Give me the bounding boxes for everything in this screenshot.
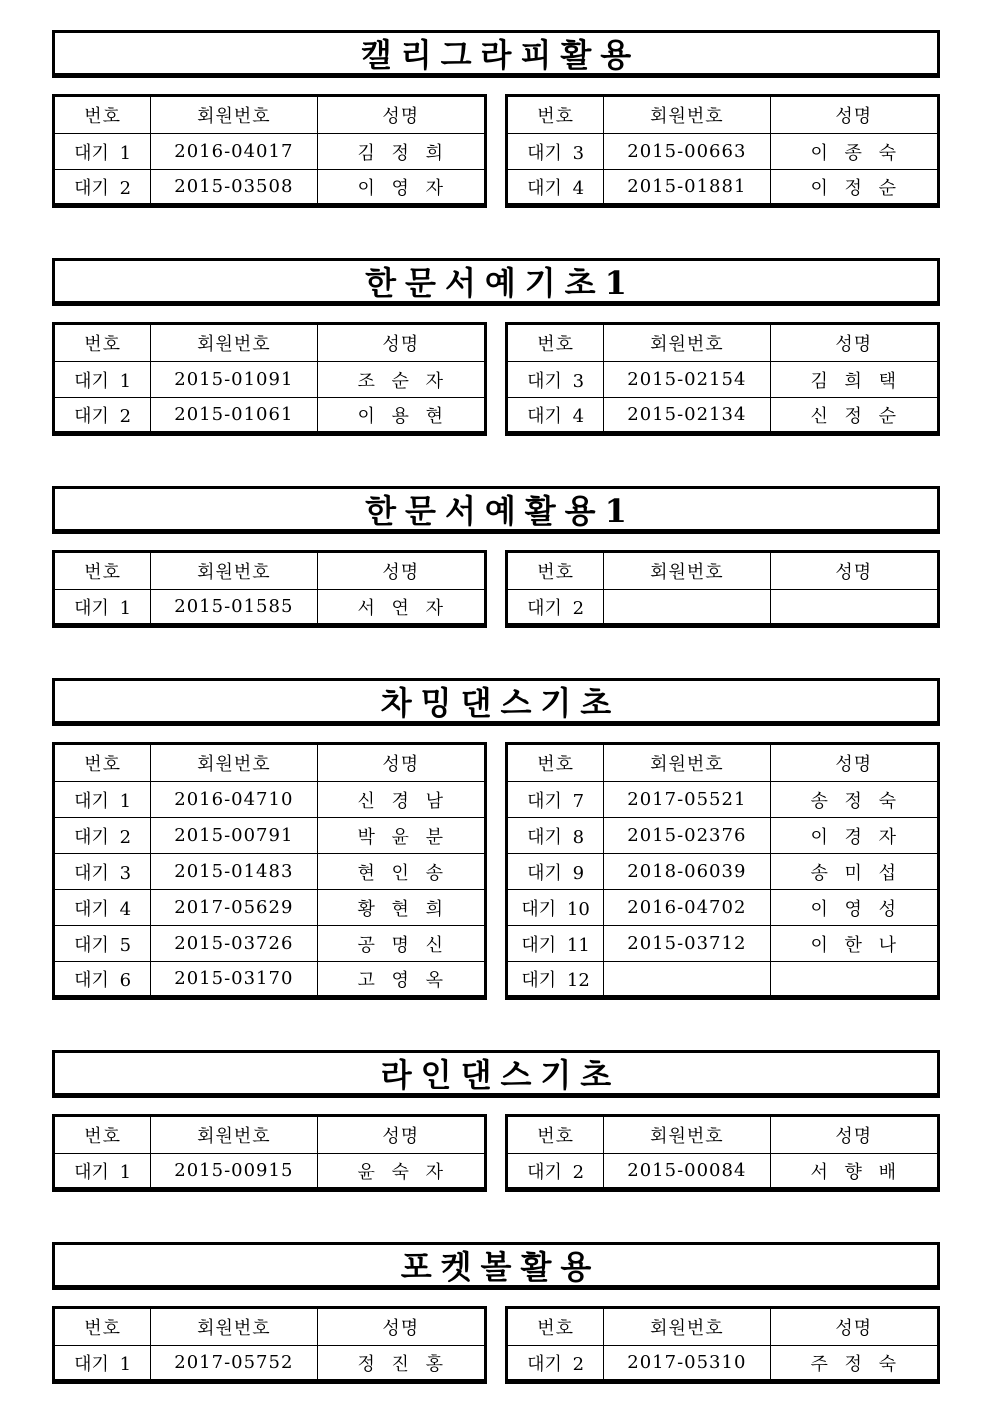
waitlist-table-left bbox=[52, 742, 487, 1000]
header-row bbox=[507, 744, 939, 782]
waitlist-row bbox=[507, 926, 939, 962]
course-section bbox=[52, 678, 940, 1000]
course-section bbox=[52, 258, 940, 436]
cell-wait-number: 대기 3 bbox=[54, 854, 151, 890]
col-header-name: 성명 bbox=[317, 744, 486, 782]
cell-name bbox=[770, 590, 939, 626]
course-title: 캘리그라피활용 bbox=[360, 36, 641, 74]
col-header-number: 번호 bbox=[54, 96, 151, 134]
cell-member-id: 2015-00915 bbox=[151, 1154, 317, 1190]
table-body bbox=[54, 1154, 486, 1190]
cell-wait-number: 대기 11 bbox=[507, 926, 604, 962]
cell-member-id: 2015-00791 bbox=[151, 818, 317, 854]
col-header-number: 번호 bbox=[54, 1116, 151, 1154]
cell-member-id: 2015-02154 bbox=[604, 362, 770, 398]
waitlist-row bbox=[54, 926, 486, 962]
col-header-member-id: 회원번호 bbox=[151, 744, 317, 782]
waitlist-tables bbox=[52, 1114, 940, 1192]
col-header-member-id: 회원번호 bbox=[604, 96, 770, 134]
cell-member-id: 2017-05629 bbox=[151, 890, 317, 926]
col-header-member-id: 회원번호 bbox=[604, 1116, 770, 1154]
header-row bbox=[54, 552, 486, 590]
waitlist-row bbox=[54, 170, 486, 206]
waitlist-table-right bbox=[505, 1306, 940, 1384]
course-title: 한문서예활용1 bbox=[365, 492, 636, 530]
waitlist-row bbox=[507, 854, 939, 890]
cell-name: 박 윤 분 bbox=[317, 818, 486, 854]
table-body bbox=[54, 362, 486, 434]
course-section bbox=[52, 486, 940, 628]
waitlist-table-right bbox=[505, 742, 940, 1000]
col-header-name: 성명 bbox=[770, 744, 939, 782]
col-header-number: 번호 bbox=[507, 552, 604, 590]
col-header-member-id: 회원번호 bbox=[151, 96, 317, 134]
course-title: 포켓볼활용 bbox=[400, 1248, 601, 1286]
course-title-box bbox=[52, 1242, 940, 1290]
col-header-member-id: 회원번호 bbox=[151, 1308, 317, 1346]
col-header-number: 번호 bbox=[507, 1116, 604, 1154]
waitlist-table-left bbox=[52, 1306, 487, 1384]
col-header-number: 번호 bbox=[54, 552, 151, 590]
cell-name: 이 한 나 bbox=[770, 926, 939, 962]
cell-wait-number: 대기 8 bbox=[507, 818, 604, 854]
waitlist-table-right bbox=[505, 550, 940, 628]
cell-name: 이 용 현 bbox=[317, 398, 486, 434]
waitlist-row bbox=[507, 782, 939, 818]
waitlist-table-right bbox=[505, 1114, 940, 1192]
col-header-number: 번호 bbox=[54, 324, 151, 362]
cell-member-id: 2015-01061 bbox=[151, 398, 317, 434]
cell-name: 신 경 남 bbox=[317, 782, 486, 818]
cell-name: 조 순 자 bbox=[317, 362, 486, 398]
cell-wait-number: 대기 9 bbox=[507, 854, 604, 890]
cell-member-id: 2015-00084 bbox=[604, 1154, 770, 1190]
waitlist-row bbox=[54, 1154, 486, 1190]
cell-member-id: 2015-03712 bbox=[604, 926, 770, 962]
header-row bbox=[507, 1308, 939, 1346]
cell-wait-number: 대기 1 bbox=[54, 1346, 151, 1382]
cell-member-id: 2015-03726 bbox=[151, 926, 317, 962]
cell-wait-number: 대기 1 bbox=[54, 134, 151, 170]
col-header-name: 성명 bbox=[770, 1116, 939, 1154]
table-body bbox=[54, 1346, 486, 1382]
cell-wait-number: 대기 2 bbox=[54, 818, 151, 854]
course-title-box bbox=[52, 678, 940, 726]
cell-wait-number: 대기 4 bbox=[507, 398, 604, 434]
cell-wait-number: 대기 12 bbox=[507, 962, 604, 998]
cell-wait-number: 대기 2 bbox=[54, 170, 151, 206]
waitlist-tables bbox=[52, 322, 940, 436]
waitlist-tables bbox=[52, 742, 940, 1000]
header-row bbox=[507, 324, 939, 362]
cell-name: 송 미 섭 bbox=[770, 854, 939, 890]
cell-wait-number: 대기 5 bbox=[54, 926, 151, 962]
cell-member-id: 2016-04702 bbox=[604, 890, 770, 926]
cell-member-id: 2015-01881 bbox=[604, 170, 770, 206]
cell-wait-number: 대기 1 bbox=[54, 590, 151, 626]
waitlist-table-left bbox=[52, 322, 487, 436]
cell-name: 이 경 자 bbox=[770, 818, 939, 854]
cell-member-id: 2017-05310 bbox=[604, 1346, 770, 1382]
course-title-box bbox=[52, 1050, 940, 1098]
col-header-name: 성명 bbox=[317, 96, 486, 134]
waitlist-tables bbox=[52, 550, 940, 628]
cell-wait-number: 대기 1 bbox=[54, 782, 151, 818]
cell-wait-number: 대기 2 bbox=[507, 1154, 604, 1190]
course-title-box bbox=[52, 258, 940, 306]
cell-name: 서 향 배 bbox=[770, 1154, 939, 1190]
cell-name: 김 희 택 bbox=[770, 362, 939, 398]
course-title: 차밍댄스기초 bbox=[380, 684, 621, 722]
col-header-number: 번호 bbox=[54, 1308, 151, 1346]
cell-wait-number: 대기 1 bbox=[54, 1154, 151, 1190]
cell-wait-number: 대기 4 bbox=[54, 890, 151, 926]
waitlist-table-left bbox=[52, 550, 487, 628]
col-header-member-id: 회원번호 bbox=[604, 1308, 770, 1346]
col-header-member-id: 회원번호 bbox=[604, 324, 770, 362]
table-body bbox=[507, 1346, 939, 1382]
course-section bbox=[52, 30, 940, 208]
table-body bbox=[507, 1154, 939, 1190]
waitlist-table-left bbox=[52, 94, 487, 208]
course-section bbox=[52, 1050, 940, 1192]
waitlist-row bbox=[507, 818, 939, 854]
cell-name: 고 영 옥 bbox=[317, 962, 486, 998]
waitlist-row bbox=[507, 1154, 939, 1190]
cell-name: 주 정 숙 bbox=[770, 1346, 939, 1382]
course-title-box bbox=[52, 30, 940, 78]
waitlist-row bbox=[507, 134, 939, 170]
col-header-name: 성명 bbox=[770, 324, 939, 362]
header-row bbox=[54, 96, 486, 134]
table-body bbox=[507, 782, 939, 998]
waitlist-row bbox=[54, 1346, 486, 1382]
col-header-name: 성명 bbox=[317, 1308, 486, 1346]
col-header-number: 번호 bbox=[507, 96, 604, 134]
cell-name: 윤 숙 자 bbox=[317, 1154, 486, 1190]
cell-name: 이 정 순 bbox=[770, 170, 939, 206]
cell-name bbox=[770, 962, 939, 998]
cell-member-id: 2015-03170 bbox=[151, 962, 317, 998]
col-header-name: 성명 bbox=[317, 324, 486, 362]
waitlist-row bbox=[507, 890, 939, 926]
waitlist-row bbox=[507, 590, 939, 626]
col-header-name: 성명 bbox=[770, 1308, 939, 1346]
cell-name: 김 정 희 bbox=[317, 134, 486, 170]
waitlist-tables bbox=[52, 1306, 940, 1384]
col-header-member-id: 회원번호 bbox=[604, 552, 770, 590]
cell-wait-number: 대기 2 bbox=[507, 1346, 604, 1382]
cell-wait-number: 대기 7 bbox=[507, 782, 604, 818]
waitlist-row bbox=[507, 170, 939, 206]
cell-member-id: 2015-02376 bbox=[604, 818, 770, 854]
waitlist-table-right bbox=[505, 94, 940, 208]
cell-member-id: 2015-00663 bbox=[604, 134, 770, 170]
cell-name: 공 명 신 bbox=[317, 926, 486, 962]
cell-wait-number: 대기 4 bbox=[507, 170, 604, 206]
waitlist-row bbox=[54, 590, 486, 626]
cell-wait-number: 대기 1 bbox=[54, 362, 151, 398]
col-header-number: 번호 bbox=[54, 744, 151, 782]
cell-wait-number: 대기 2 bbox=[507, 590, 604, 626]
cell-wait-number: 대기 6 bbox=[54, 962, 151, 998]
waitlist-row bbox=[54, 782, 486, 818]
waitlist-tables bbox=[52, 94, 940, 208]
waitlist-row bbox=[507, 398, 939, 434]
cell-member-id: 2015-01585 bbox=[151, 590, 317, 626]
course-title: 한문서예기초1 bbox=[365, 264, 636, 302]
waitlist-row bbox=[507, 962, 939, 998]
cell-name: 현 인 송 bbox=[317, 854, 486, 890]
table-body bbox=[507, 362, 939, 434]
cell-member-id: 2016-04017 bbox=[151, 134, 317, 170]
header-row bbox=[507, 552, 939, 590]
cell-name: 송 정 숙 bbox=[770, 782, 939, 818]
cell-name: 이 종 숙 bbox=[770, 134, 939, 170]
cell-name: 신 정 순 bbox=[770, 398, 939, 434]
waitlist-row bbox=[54, 362, 486, 398]
cell-wait-number: 대기 2 bbox=[54, 398, 151, 434]
cell-member-id: 2017-05521 bbox=[604, 782, 770, 818]
waitlist-table-left bbox=[52, 1114, 487, 1192]
cell-wait-number: 대기 10 bbox=[507, 890, 604, 926]
cell-name: 이 영 자 bbox=[317, 170, 486, 206]
course-title-box bbox=[52, 486, 940, 534]
waitlist-row bbox=[507, 1346, 939, 1382]
cell-member-id: 2015-02134 bbox=[604, 398, 770, 434]
col-header-name: 성명 bbox=[317, 1116, 486, 1154]
col-header-member-id: 회원번호 bbox=[151, 552, 317, 590]
table-body bbox=[54, 134, 486, 206]
waitlist-table-right bbox=[505, 322, 940, 436]
cell-member-id: 2015-01483 bbox=[151, 854, 317, 890]
cell-name: 황 현 희 bbox=[317, 890, 486, 926]
cell-name: 이 영 성 bbox=[770, 890, 939, 926]
course-section bbox=[52, 1242, 940, 1384]
col-header-member-id: 회원번호 bbox=[151, 324, 317, 362]
waitlist-row bbox=[54, 134, 486, 170]
col-header-number: 번호 bbox=[507, 1308, 604, 1346]
waitlist-row bbox=[54, 818, 486, 854]
cell-member-id: 2017-05752 bbox=[151, 1346, 317, 1382]
cell-name: 서 연 자 bbox=[317, 590, 486, 626]
table-body bbox=[507, 590, 939, 626]
header-row bbox=[54, 1116, 486, 1154]
cell-wait-number: 대기 3 bbox=[507, 134, 604, 170]
table-body bbox=[54, 782, 486, 998]
col-header-name: 성명 bbox=[770, 552, 939, 590]
cell-name: 정 진 홍 bbox=[317, 1346, 486, 1382]
table-body bbox=[54, 590, 486, 626]
col-header-name: 성명 bbox=[770, 96, 939, 134]
course-title: 라인댄스기초 bbox=[380, 1056, 621, 1094]
cell-member-id: 2015-01091 bbox=[151, 362, 317, 398]
waitlist-row bbox=[54, 890, 486, 926]
waitlist-row bbox=[54, 854, 486, 890]
table-body bbox=[507, 134, 939, 206]
header-row bbox=[54, 744, 486, 782]
col-header-member-id: 회원번호 bbox=[604, 744, 770, 782]
cell-member-id: 2016-04710 bbox=[151, 782, 317, 818]
header-row bbox=[54, 324, 486, 362]
cell-member-id: 2018-06039 bbox=[604, 854, 770, 890]
waitlist-row bbox=[54, 962, 486, 998]
waitlist-row bbox=[54, 398, 486, 434]
col-header-number: 번호 bbox=[507, 744, 604, 782]
col-header-number: 번호 bbox=[507, 324, 604, 362]
cell-member-id bbox=[604, 590, 770, 626]
cell-member-id: 2015-03508 bbox=[151, 170, 317, 206]
cell-wait-number: 대기 3 bbox=[507, 362, 604, 398]
col-header-name: 성명 bbox=[317, 552, 486, 590]
header-row bbox=[507, 1116, 939, 1154]
col-header-member-id: 회원번호 bbox=[151, 1116, 317, 1154]
cell-member-id bbox=[604, 962, 770, 998]
header-row bbox=[507, 96, 939, 134]
header-row bbox=[54, 1308, 486, 1346]
waitlist-row bbox=[507, 362, 939, 398]
